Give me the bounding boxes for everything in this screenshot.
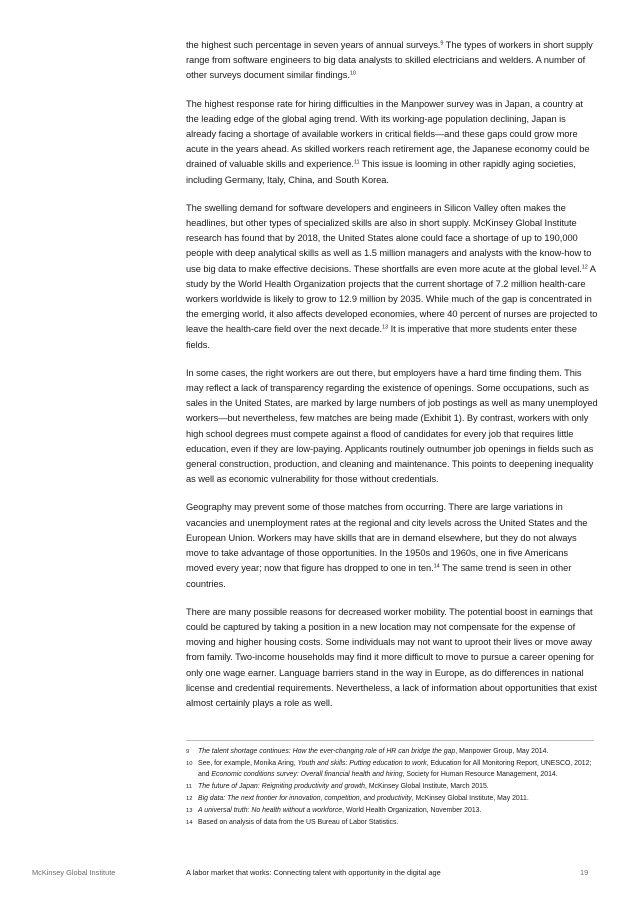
footnote-number: 11 <box>186 783 193 790</box>
paragraph-text: It is imperative that more students enter these fields. <box>186 324 577 350</box>
citation-title: Youth and skills: Putting education to work <box>297 759 427 767</box>
page-number: 19 <box>580 868 589 877</box>
citation-title: Economic conditions survey: Overall financial health and hiring <box>211 770 403 778</box>
footer-report-title: A labor market that works: Connecting talent with opportunity in the digital age <box>186 868 441 877</box>
citation-text: , Manpower Group, May 2014. <box>455 748 549 755</box>
footer-publisher: McKinsey Global Institute <box>32 868 116 877</box>
paragraph-text: The swelling demand for software developers and engineers in Silicon Valley often makes the headlines, but other types of specialized skills are also in short supply. McKinsey Global Institute research has found that by 2018, the United States alone could face a shortage of up to 190,000 people with deep analytical skills as well as 1.5 million managers and analysts with the know-how to use big data to make effective decisions. These shortfalls are even more acute at the global level. <box>186 202 592 274</box>
citation-text: , Society for Human Resource Management, 2014. <box>402 770 558 778</box>
footnote-number: 14 <box>186 819 193 826</box>
footnote <box>186 782 596 793</box>
paragraph-text: There are many possible reasons for decreased worker mobility. The potential boost in earnings that could be captured by taking a position in a new location may not compensate for the expense of moving and higher housing costs. Some individuals may not want to uproot their lives or move away from family. Two-income households may find it more difficult to move to pursue a career opening for only one wage earner. Language barriers stand in the way in Europe, as do differences in national license and credential requirements. Nevertheless, a lack of information about opportunities that exist almost certainly plays a role as well. <box>186 606 597 708</box>
paragraph-text: The same trend is seen in other countries. <box>186 563 572 589</box>
paragraph-text: A study by the World Health Organization projects that the current shortage of 7.2 million health-care workers worldwide is likely to grow to 12.9 million by 2035. While much of the gap is concentrated in the emerging world, it also affects developed economies, where 40 percent of nurses are projected to leave the health-care field over the next decade. <box>186 263 598 335</box>
footnote <box>186 806 596 817</box>
citation-text: Based on analysis of data from the US Bureau of Labor Statistics. <box>198 818 399 826</box>
footnote-number: 9 <box>186 749 190 755</box>
body-text <box>186 38 598 724</box>
footnotes <box>186 747 596 830</box>
footnote <box>186 759 596 780</box>
citation-title: The future of Japan: Reigniting productivity and growth <box>198 782 366 790</box>
footnote-reference: 12 <box>581 264 588 271</box>
paragraph-text: The types of workers in short supply range from software engineers to big data analysts to skilled electricians and welders. A number of other surveys document similar findings. <box>186 40 593 81</box>
footnote-reference: 11 <box>353 159 360 166</box>
paragraph <box>186 97 598 188</box>
citation-text: , Education for All Monitoring Report, UNESCO, 2012; and <box>198 759 592 778</box>
footnote-reference: 13 <box>382 324 389 331</box>
citation-title: Big data: The next frontier for innovation, competition, and productivity <box>198 794 412 802</box>
paragraph <box>186 38 598 84</box>
footnote <box>186 818 596 829</box>
citation-text: , World Health Organization, November 2013. <box>342 806 482 814</box>
footnote-reference: 9 <box>440 40 444 47</box>
footnote <box>186 747 596 758</box>
paragraph-text: In some cases, the right workers are out there, but employers have a hard time finding them. This may reflect a lack of transparency regarding the existence of openings. Some occupations, such as sales in the United States, are marked by large numbers of job postings as well as many unemployed workers—but nevertheless, few matches are being made (Exhibit 1). By contrast, workers with only high school degrees must compete against a flood of candidates for every job that requires little education, even if they are low-paying. Applicants routinely outnumber job openings in fields such as general construction, production, and cleaning and maintenance. This points to deepening inequality as well as economic vulnerability for those without credentials. <box>186 367 598 485</box>
footnote-divider <box>186 740 594 741</box>
footnote-reference: 14 <box>433 563 440 570</box>
footnote <box>186 794 596 805</box>
paragraph-text: The highest response rate for hiring difficulties in the Manpower survey was in Japan, a country at the leading edge of the global aging trend. With its working-age population declining, Japan is already facing a shortage of available workers in critical fields—and these gaps could grow more acute in the years ahead. As skilled workers reach retirement age, the Japanese economy could be drained of valuable skills and experience. <box>186 98 590 170</box>
citation-text: See, for example, Monika Aring, <box>198 759 298 767</box>
footnote-number: 13 <box>186 807 193 814</box>
paragraph <box>186 201 598 353</box>
footnote-number: 10 <box>186 760 193 767</box>
citation-title: A universal truth: No health without a workforce <box>198 806 343 814</box>
citation-text: , McKinsey Global Institute, May 2011. <box>411 794 529 802</box>
citation-text: , McKinsey Global Institute, March 2015. <box>365 782 489 790</box>
paragraph-text: Geography may prevent some of those matches from occurring. There are large variations in vacancies and unemployment rates at the regional and city levels across the United States and the European Union. Workers may have skills that are in demand elsewhere, but they do not always move to take advantage of those opportunities. In the 1950s and 1960s, one in five Americans moved every year; now that figure has dropped to one in ten. <box>186 502 588 574</box>
citation-title: The talent shortage continues: How the ever-changing role of HR can bridge the gap <box>198 748 456 755</box>
footnote-number: 12 <box>186 795 193 802</box>
paragraph <box>186 500 598 591</box>
paragraph <box>186 605 598 711</box>
paragraph-text: This issue is looming in other rapidly aging societies, including Germany, Italy, China, and South Korea. <box>186 159 576 185</box>
footnote-reference: 10 <box>349 70 356 77</box>
paragraph <box>186 366 598 488</box>
paragraph-text: the highest such percentage in seven years of annual surveys. <box>186 40 441 50</box>
